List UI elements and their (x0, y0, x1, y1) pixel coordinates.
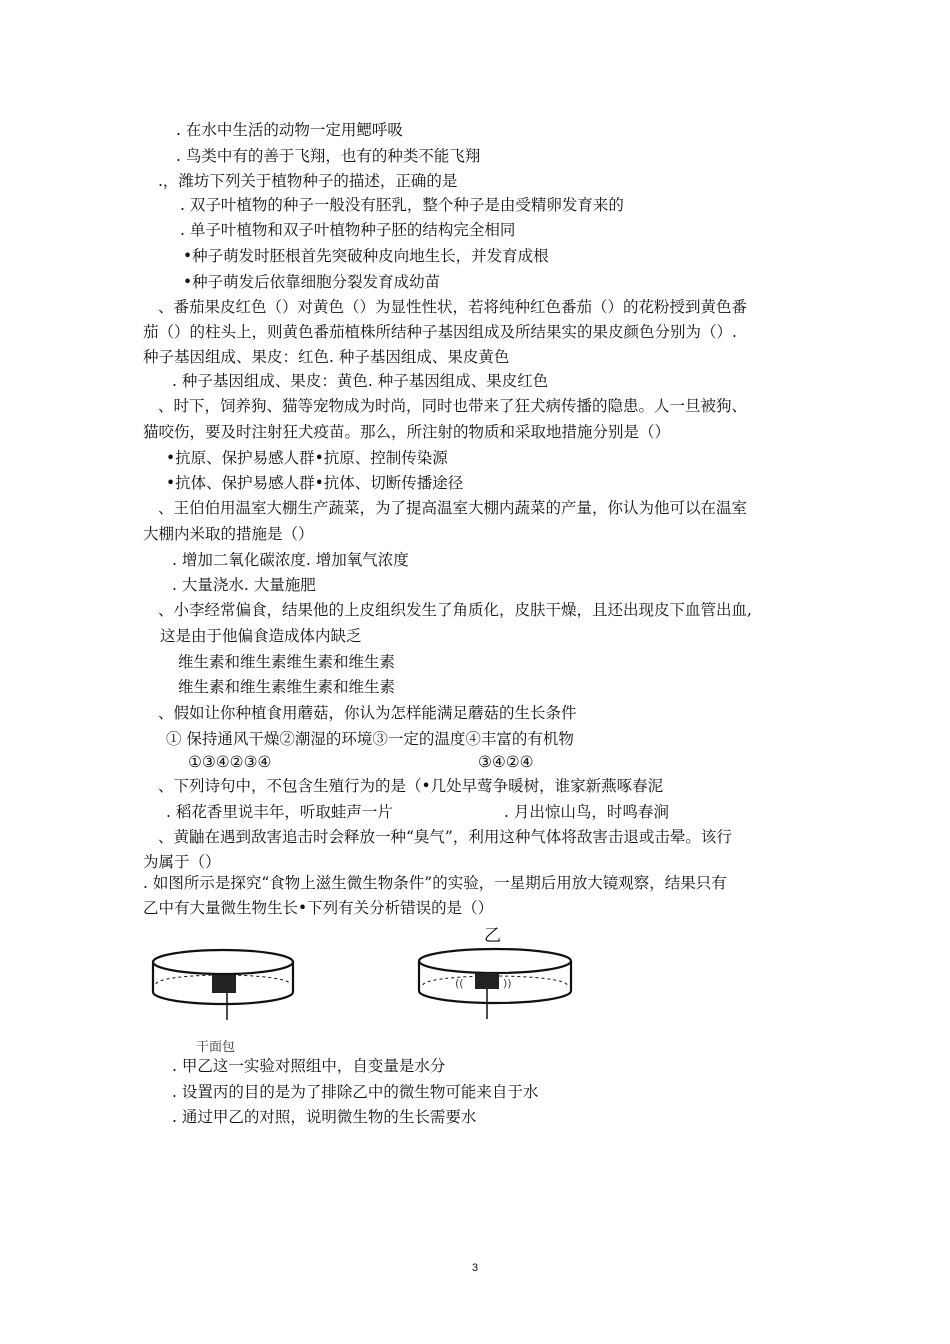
line-6: •种子萌发时胚根首先突破种皮向地生长，并发育成根 (183, 247, 549, 265)
line-20: 、小李经常偏食，结果他的上皮组织发生了角质化，皮肤干燥，且还出现皮下血管出血, (158, 601, 752, 619)
line-11: . 种子基因组成、果皮：黄色. 种子基因组成、果皮红色 (172, 372, 549, 390)
line-29: . 稻花香里说丰年，听取蛙声一片 (166, 803, 393, 821)
dish-yi-figure (415, 943, 575, 1033)
line-17: 大棚内米取的措施是（） (143, 525, 314, 543)
line-7: •种子萌发后依靠细胞分裂发育成幼苗 (183, 273, 441, 291)
page-number: 3 (471, 1262, 479, 1274)
line-8: 、番茄果皮红色（）对黄色（）为显性性状，若将纯种红色番茄（）的花粉授到黄色番 (158, 298, 748, 316)
line-10: 种子基因组成、果皮：红色. 种子基因组成、果皮黄色 (143, 348, 510, 366)
line-26: ①③④②③④ (188, 753, 272, 771)
line-5: . 单子叶植物和双子叶植物种子胚的结构完全相同 (180, 221, 516, 239)
svg-text:)): )) (503, 977, 512, 990)
line-34: 乙中有大量微生物生长•下列有关分析错误的是（） (143, 899, 494, 917)
line-23: 维生素和维生素维生素和维生素 (178, 678, 396, 696)
line-13: 猫咬伤，要及时注射狂犬疫苗。那么，所注射的物质和采取地措施分别是（） (143, 423, 671, 441)
label-yi: 乙 (484, 926, 501, 945)
line-24: 、假如让你种植食用蘑菇，你认为怎样能满足蘑菇的生长条件 (158, 704, 577, 722)
line-15: •抗体、保护易感人群•抗体、切断传播途径 (166, 474, 464, 492)
line-33: . 如图所示是探究“食物上滋生微生物条件”的实验，一星期后用放大镜观察，结果只有 (143, 874, 727, 892)
line-37: . 通过甲乙的对照，说明微生物的生长需要水 (172, 1108, 477, 1126)
line-9: 茄（）的柱头上，则黄色番茄植株所结种子基因组成及所结果实的果皮颜色分别为（）. (143, 323, 737, 341)
line-32: 为属于（） (143, 853, 221, 871)
line-4: . 双子叶植物的种子一般没有胚乳，整个种子是由受精卵发育来的 (180, 196, 624, 214)
line-31: 、黄鼬在遇到敌害追击时会释放一种“臭气”，利用这种气体将敌害击退或击晕。该行 (158, 828, 732, 846)
svg-text:((: (( (455, 977, 464, 990)
line-16: 、王伯伯用温室大棚生产蔬菜，为了提高温室大棚内蔬菜的产量，你认为他可以在温室 (158, 499, 748, 517)
line-3: .，潍坊下列关于植物种子的描述，正确的是 (158, 172, 458, 190)
line-30: . 月出惊山鸟，时鸣春涧 (504, 803, 669, 821)
line-28: 、下列诗句中，不包含生殖行为的是（•几处早莺争暖树，谁家新燕啄春泥 (158, 777, 664, 795)
line-27: ③④②④ (478, 753, 534, 771)
line-22: 维生素和维生素维生素和维生素 (178, 653, 396, 671)
line-19: . 大量浇水. 大量施肥 (172, 576, 316, 594)
line-21: 这是由于他偏食造成体内缺乏 (160, 627, 362, 645)
line-2: . 鸟类中有的善于飞翔，也有的种类不能飞翔 (176, 147, 481, 165)
line-35: . 甲乙这一实验对照组中，自变量是水分 (172, 1057, 446, 1075)
line-1: . 在水中生活的动物一定用鳃呼吸 (176, 121, 403, 139)
line-14: •抗原、保护易感人群•抗原、控制传染源 (166, 449, 448, 467)
line-12: 、时下，饲养狗、猫等宠物成为时尚，同时也带来了狂犬病传播的隐患。人一旦被狗、 (158, 397, 748, 415)
line-18: . 增加二氧化碳浓度. 增加氧气浓度 (172, 551, 409, 569)
line-25: ① 保持通风干燥②潮湿的环境③一定的温度④丰富的有机物 (166, 730, 574, 748)
dish-jia-figure (148, 940, 298, 1055)
line-36: . 设置丙的目的是为了排除乙中的微生物可能来自于水 (172, 1083, 539, 1101)
bread-label: 干面包 (196, 1040, 236, 1055)
